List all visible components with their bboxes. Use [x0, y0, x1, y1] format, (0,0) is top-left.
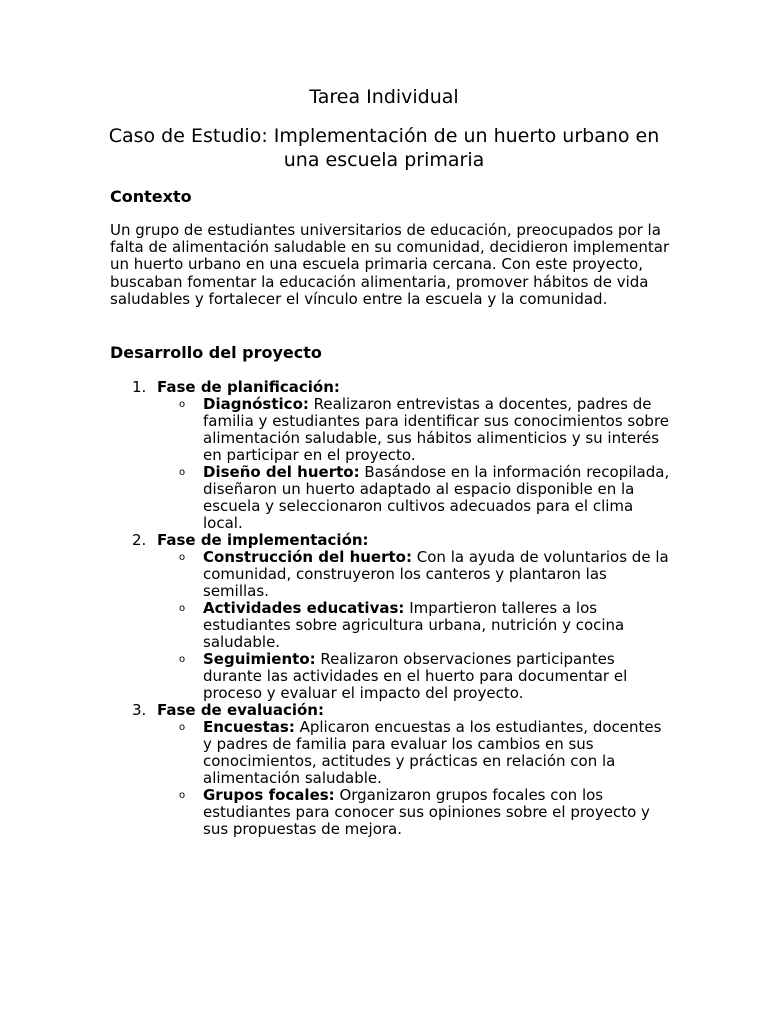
phase-title: Fase de evaluación: [157, 701, 324, 719]
phase-item [110, 702, 670, 719]
development-heading: Desarrollo del proyecto [110, 343, 322, 362]
phase-title: Fase de implementación: [157, 531, 369, 549]
sub-item-title: Encuestas: [203, 718, 295, 736]
sub-item [110, 651, 670, 702]
bullet-icon: o [179, 654, 186, 665]
sub-item-title: Seguimiento: [203, 650, 316, 668]
case-study-title: Caso de Estudio: Implementación de un huerto urbano en una escuela primaria [108, 125, 660, 171]
bullet-icon: o [179, 722, 186, 733]
phase-list [110, 379, 670, 838]
sub-item-title: Construcción del huerto: [203, 548, 412, 566]
phase-number: 3. [132, 701, 147, 719]
bullet-icon: o [179, 552, 186, 563]
sub-item-text: Realizaron entrevistas a docentes, padres de familia y estudiantes para identificar sus conocimientos sobre alimentación saludable, sus hábitos alimenticios y su interés en participar en el proyecto. [203, 395, 670, 464]
sub-item-text: Basándose en la información recopilada, diseñaron un huerto adaptado al espacio disponible en la escuela y seleccionaron cultivos adecuados para el clima local. [203, 463, 670, 532]
sub-item-text: Aplicaron encuestas a los estudiantes, docentes y padres de familia para evaluar los cambios en sus conocimientos, actitudes y prácticas en relación con la alimentación saludable. [203, 718, 662, 787]
bullet-icon: o [179, 399, 186, 410]
context-heading: Contexto [110, 187, 192, 206]
sub-item-text: Realizaron observaciones participantes durante las actividades en el huerto para documentar el proceso y evaluar el impacto del proyecto. [203, 650, 628, 702]
phase-item [110, 379, 670, 396]
context-paragraph: Un grupo de estudiantes universitarios de educación, preocupados por la falta de alimentación saludable en su comunidad, decidieron implementar un huerto urbano en una escuela primaria cercana. Con este proyecto, buscaban fomentar la educación alimentaria, promover hábitos de vida saludables y fortalecer el vínculo entre la escuela y la comunidad. [110, 221, 670, 308]
sub-item-title: Grupos focales: [203, 786, 335, 804]
sub-item-text: Organizaron grupos focales con los estudiantes para conocer sus opiniones sobre el proyecto y sus propuestas de mejora. [203, 786, 650, 838]
sub-item [110, 396, 670, 464]
sub-item-title: Actividades educativas: [203, 599, 405, 617]
sub-item-text: Impartieron talleres a los estudiantes sobre agricultura urbana, nutrición y cocina saludable. [203, 599, 625, 651]
bullet-icon: o [179, 790, 186, 801]
phase-title: Fase de planificación: [157, 378, 340, 396]
sub-item [110, 549, 670, 600]
phase-item [110, 532, 670, 549]
phase-number: 2. [132, 531, 147, 549]
bullet-icon: o [179, 603, 186, 614]
sub-item [110, 787, 670, 838]
sub-item-text: Con la ayuda de voluntarios de la comunidad, construyeron los canteros y plantaron las semillas. [203, 548, 669, 600]
bullet-icon: o [179, 467, 186, 478]
sub-item [110, 464, 670, 532]
document-title: Tarea Individual [309, 86, 459, 108]
sub-item-title: Diseño del huerto: [203, 463, 360, 481]
sub-item [110, 719, 670, 787]
sub-item-title: Diagnóstico: [203, 395, 309, 413]
phase-number: 1. [132, 378, 147, 396]
sub-item [110, 600, 670, 651]
